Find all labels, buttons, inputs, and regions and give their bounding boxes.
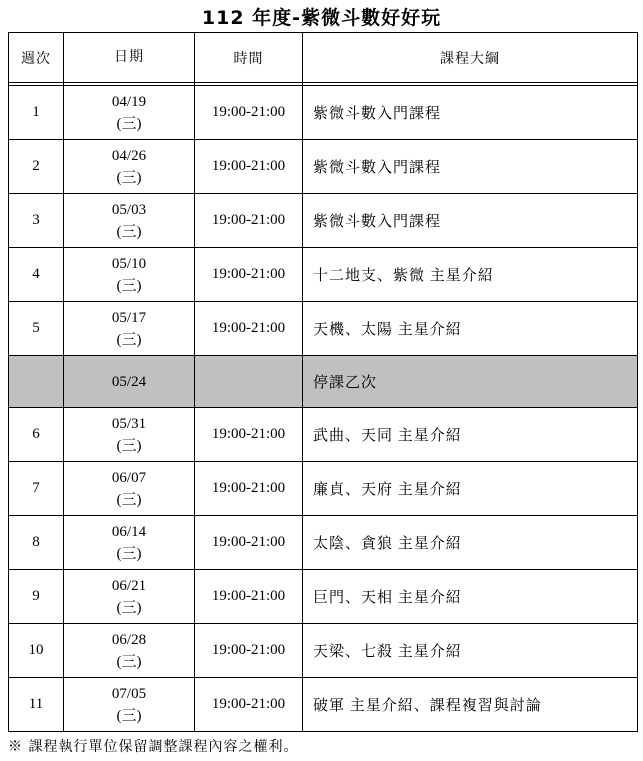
date-value: 06/28 — [111, 631, 147, 648]
date-cell — [64, 356, 195, 408]
table-row — [9, 140, 638, 194]
outline-cell: 停課乙次 — [303, 356, 638, 408]
table-row — [9, 302, 638, 356]
date-cell — [64, 678, 195, 732]
time-cell: 19:00-21:00 — [195, 408, 303, 462]
table-row-cancelled — [9, 356, 638, 408]
date-value: 06/21 — [111, 577, 147, 594]
week-cell: 4 — [9, 248, 64, 302]
date-cell — [64, 194, 195, 248]
time-cell: 19:00-21:00 — [195, 248, 303, 302]
time-cell — [195, 356, 303, 408]
date-value: 07/05 — [111, 685, 147, 702]
table-row — [9, 462, 638, 516]
time-cell: 19:00-21:00 — [195, 678, 303, 732]
header-outline-label: 課程大綱 — [440, 51, 500, 67]
date-cell — [64, 516, 195, 570]
time-cell: 19:00-21:00 — [195, 570, 303, 624]
outline-cell: 天機、太陽 主星介紹 — [303, 302, 638, 356]
table-row — [9, 86, 638, 140]
weekday-value: (三) — [116, 223, 142, 240]
header-date — [64, 33, 195, 83]
time-cell: 19:00-21:00 — [195, 86, 303, 140]
header-date-label: 日期 — [114, 50, 144, 65]
time-cell: 19:00-21:00 — [195, 194, 303, 248]
table-row — [9, 678, 638, 732]
header-week — [9, 33, 64, 83]
date-cell — [64, 86, 195, 140]
table-header-row — [9, 33, 638, 83]
weekday-value: (三) — [116, 545, 142, 562]
time-cell: 19:00-21:00 — [195, 624, 303, 678]
week-cell: 2 — [9, 140, 64, 194]
page-title: 112 年度-紫微斗數好好玩 — [201, 7, 442, 29]
header-time-label: 時間 — [233, 51, 264, 67]
outline-cell: 紫微斗數入門課程 — [303, 140, 638, 194]
table-row — [9, 248, 638, 302]
table-row — [9, 570, 638, 624]
time-cell: 19:00-21:00 — [195, 140, 303, 194]
date-value: 05/31 — [111, 415, 147, 432]
header-time — [195, 33, 303, 83]
week-cell: 8 — [9, 516, 64, 570]
week-cell: 5 — [9, 302, 64, 356]
time-cell: 19:00-21:00 — [195, 516, 303, 570]
outline-cell: 破軍 主星介紹、課程複習與討論 — [303, 678, 638, 732]
date-value: 06/07 — [111, 469, 147, 486]
outline-cell: 巨門、天相 主星介紹 — [303, 570, 638, 624]
table-row — [9, 516, 638, 570]
footnote: ※ 課程執行單位保留調整課程內容之權利。 — [8, 739, 299, 755]
week-cell: 10 — [9, 624, 64, 678]
table-row — [9, 624, 638, 678]
date-value: 04/19 — [111, 93, 147, 110]
week-cell — [9, 356, 64, 408]
outline-cell: 廉貞、天府 主星介紹 — [303, 462, 638, 516]
course-schedule-table — [8, 32, 638, 732]
date-cell — [64, 570, 195, 624]
table-row — [9, 408, 638, 462]
weekday-value: (三) — [116, 115, 142, 132]
header-week-label: 週次 — [21, 51, 51, 67]
week-cell: 1 — [9, 86, 64, 140]
date-cell — [64, 408, 195, 462]
date-value: 05/24 — [111, 373, 147, 390]
outline-cell: 紫微斗數入門課程 — [303, 194, 638, 248]
weekday-value: (三) — [116, 491, 142, 508]
week-cell: 9 — [9, 570, 64, 624]
date-value: 05/17 — [111, 309, 147, 326]
weekday-value: (三) — [116, 437, 142, 454]
outline-cell: 天梁、七殺 主星介紹 — [303, 624, 638, 678]
date-cell — [64, 140, 195, 194]
week-cell: 11 — [9, 678, 64, 732]
time-cell: 19:00-21:00 — [195, 462, 303, 516]
header-outline — [303, 33, 638, 83]
outline-cell: 十二地支、紫微 主星介紹 — [303, 248, 638, 302]
weekday-value: (三) — [116, 169, 142, 186]
table-body — [9, 83, 638, 732]
week-cell: 7 — [9, 462, 64, 516]
weekday-value: (三) — [116, 707, 142, 724]
time-cell: 19:00-21:00 — [195, 302, 303, 356]
date-value: 04/26 — [111, 147, 147, 164]
date-value: 06/14 — [111, 523, 147, 540]
weekday-value: (三) — [116, 277, 142, 294]
week-cell: 6 — [9, 408, 64, 462]
weekday-value: (三) — [116, 599, 142, 616]
date-cell — [64, 248, 195, 302]
date-cell — [64, 624, 195, 678]
date-value: 05/03 — [111, 201, 147, 218]
outline-cell: 武曲、天同 主星介紹 — [303, 408, 638, 462]
weekday-value: (三) — [116, 653, 142, 670]
table-row — [9, 194, 638, 248]
date-cell — [64, 302, 195, 356]
date-value: 05/10 — [111, 255, 147, 272]
outline-cell: 紫微斗數入門課程 — [303, 86, 638, 140]
week-cell: 3 — [9, 194, 64, 248]
outline-cell: 太陰、貪狼 主星介紹 — [303, 516, 638, 570]
date-cell — [64, 462, 195, 516]
weekday-value: (三) — [116, 331, 142, 348]
